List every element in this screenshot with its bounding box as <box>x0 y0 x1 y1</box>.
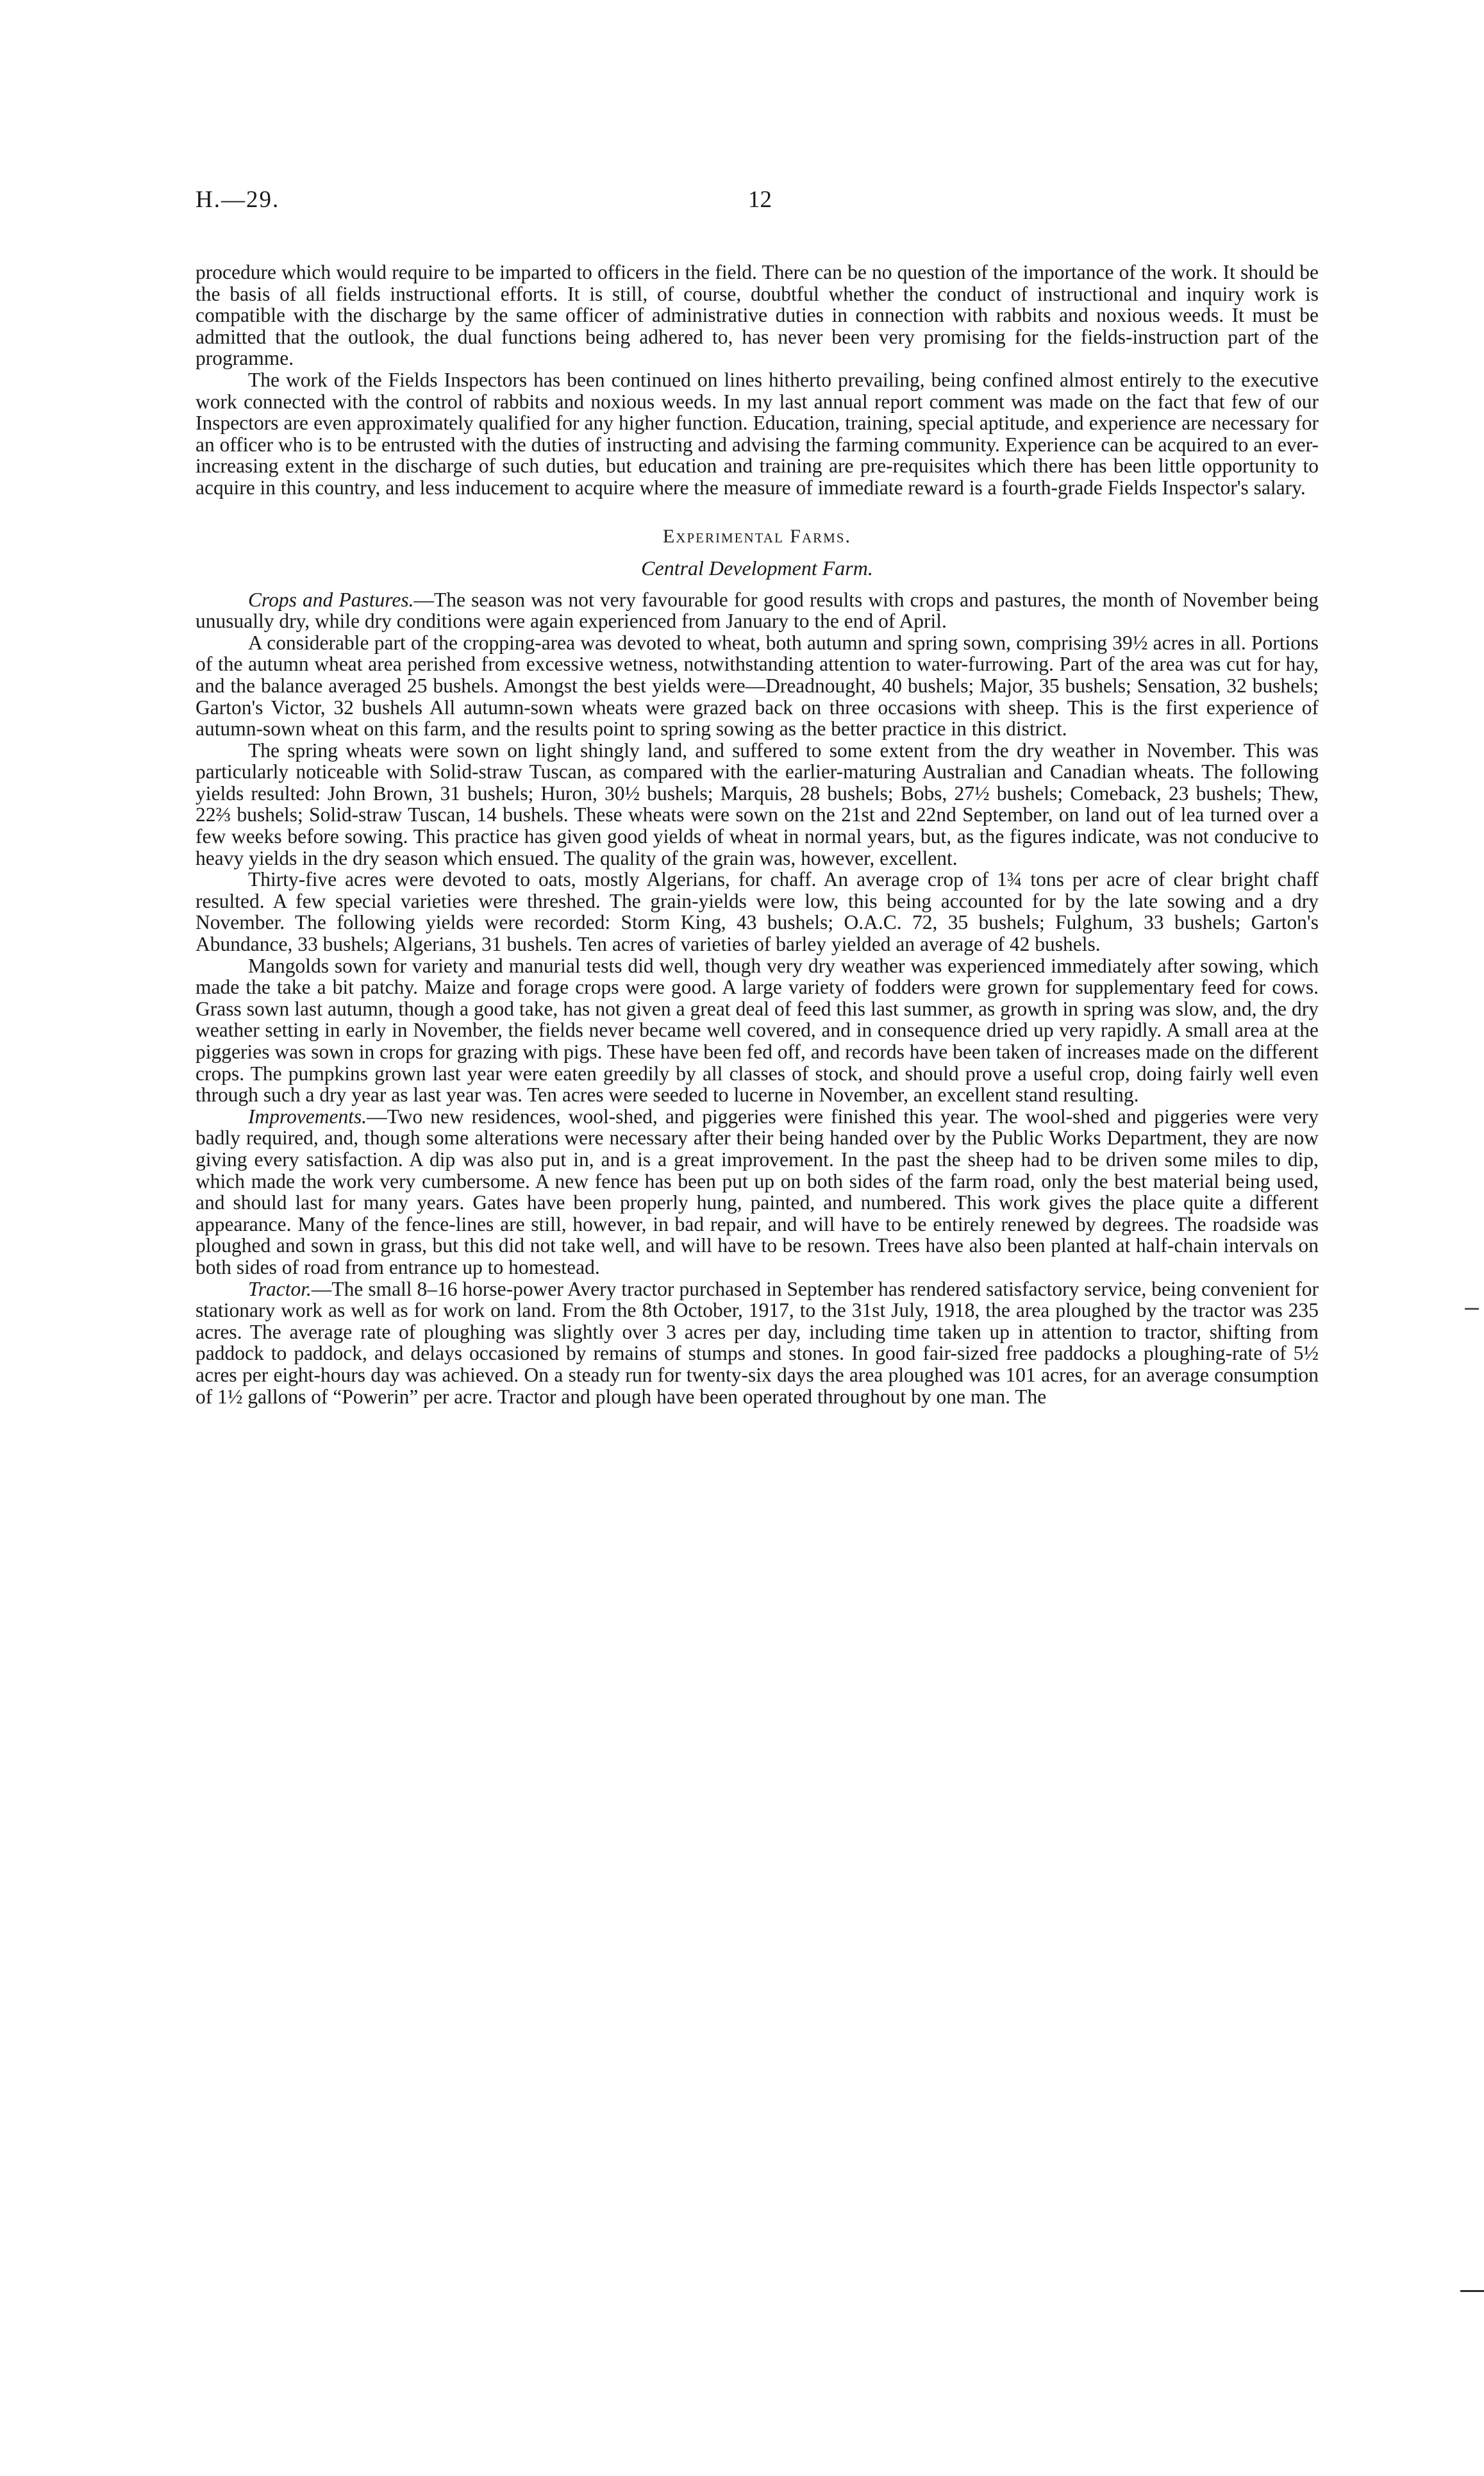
paragraph-mangolds: Mangolds sown for variety and manurial tests did well, though very dry weather was experienced immediately after sowing, which made the take a bit patchy. Maize and forage crops were good. A large variety of fodders were grown for supplementary feed for cows. Grass sown last autumn, though a good take, has not given a great deal of feed this last summer, as growth in spring was slow, and, the dry weather setting in early in November, the fields never became well covered, and in consequence dried up very rapidly. A small area at the piggeries was sown in crops for grazing with pigs. These have been fed off, and records have been taken of increases made on the different crops. The pumpkins grown last year were eaten greedily by all classes of stock, and should prove a useful crop, doing fairly well even through such a dry year as last year was. Ten acres were seeded to lucerne in November, an excellent stand resulting. <box>196 954 1319 1107</box>
paragraph-crops-pastures <box>196 589 1319 632</box>
paragraph-wheat: A considerable part of the cropping-area was devoted to wheat, both autumn and spring sown, comprising 39½ acres in all. Portions of the autumn wheat area perished from excessive wetness, notwithstanding attention to water-furrowing. Part of the area was cut for hay, and the balance averaged 25 bushels. Amongst the best yields were—Dreadnought, 40 bushels; Major, 35 bushels; Sensation, 32 bushels; Garton's Victor, 32 bushels All autumn-sown wheats were grazed back on three occasions with sheep. This is the first experience of autumn-sown wheat on this farm, and the results point to spring sowing as the better practice in this district. <box>196 631 1319 740</box>
paragraph-spring-wheats: The spring wheats were sown on light shingly land, and suffered to some extent from the dry weather in November. This was particularly noticeable with Solid-straw Tuscan, as compared with the earlier-maturing Australian and Canadian wheats. The following yields resulted: John Brown, 31 bushels; Huron, 30½ bushels; Marquis, 28 bushels; Bobs, 27½ bushels; Comeback, 23 bushels; Thew, 22⅔ bushels; Solid-straw Tuscan, 14 bushels. These wheats were sown on the 21st and 22nd September, on land out of lea turned over a few weeks before sowing. This practice has given good yields of wheat in normal years, but, as the figures indicate, was not conducive to heavy yields in the dry season which ensued. The quality of the grain was, however, excellent. <box>196 739 1319 869</box>
document-body <box>196 262 1319 1407</box>
tractor-text: —The small 8–16 horse-power Avery tractor purchased in September has rendered satisfactory service, being convenient for stationary work as well as for work on land. From the 8th October, 1917, to the 31st July, 1918, the area ploughed by the tractor was 235 acres. The average rate of ploughing was slightly over 3 acres per day, including time taken up in attention to tractor, shifting from paddock to paddock, and delays occasioned by remains of stumps and stones. In good fair-sized free paddocks a ploughing-rate of 5½ acres per eight-hours day was achieved. On a steady run for twenty-six days the area ploughed was 101 acres, for an average consumption of 1½ gallons of “Powerin” per acre. Tractor and plough have been operated throughout by one man. The <box>196 1277 1319 1408</box>
paragraph-fields-inspectors: The work of the Fields Inspectors has been continued on lines hitherto prevailing, being confined almost entirely to the executive work connected with the control of rabbits and noxious weeds. In my last annual report comment was made on the fact that few of our Inspectors are even approximately qualified for any higher function. Education, training, special aptitude, and experience are necessary for an officer who is to be entrusted with the duties of instructing and advising the farming community. Experience can be acquired to an ever-increasing extent in the discharge of such duties, but education and training are pre-requisites which there has been little opportunity to acquire in this country, and less inducement to acquire where the measure of immediate reward is a fourth-grade Fields Inspector's salary. <box>196 368 1319 499</box>
paragraph-continued: procedure which would require to be imparted to officers in the field. There can be no question of the importance of the work. It should be the basis of all fields instructional efforts. It is still, of course, doubtful whether the conduct of instructional and inquiry work is compatible with the discharge by the same officer of administrative duties in connection with rabbits and noxious weeds. It must be admitted that the outlook, the dual functions being adhered to, has never been very promising for the fields-instruction part of the programme. <box>196 261 1319 370</box>
tractor-lead: Tractor. <box>248 1277 312 1300</box>
paragraph-tractor <box>196 1278 1319 1408</box>
crops-text: —The season was not very favourable for good results with crops and pastures, the month of November being unusually dry, while dry conditions were again experienced from January to the end of April. <box>196 588 1319 633</box>
improvements-text: —Two new residences, wool-shed, and piggeries were finished this year. The wool-shed and piggeries were very badly required, and, though some alterations were necessary after their being handed over by the Public Works Department, they are now giving every satisfaction. A dip was also put in, and is a great improvement. In the past the sheep had to be driven some miles to dip, which made the work very cumbersome. A new fence has been put up on both sides of the farm road, only the best material being used, and should last for many years. Gates have been properly hung, painted, and numbered. This work gives the place quite a different appearance. Many of the fence-lines are still, however, in bad repair, and will have to be entirely renewed by degrees. The roadside was ploughed and sown in grass, but this did not take well, and will have to be resown. Trees have also been planted at half-chain intervals on both sides of road from entrance up to homestead. <box>196 1105 1319 1278</box>
paragraph-oats: Thirty-five acres were devoted to oats, mostly Algerians, for chaff. An average crop of 1¾ tons per acre of clear bright chaff resulted. A few special varieties were threshed. The grain-yields were low, this being accounted for by the late sowing and a dry November. The following yields were recorded: Storm King, 43 bushels; O.A.C. 72, 35 bushels; Fulghum, 33 bushels; Garton's Abundance, 33 bushels; Algerians, 31 bushels. Ten acres of varieties of barley yielded an average of 42 bushels. <box>196 868 1319 956</box>
page-number: 12 <box>748 187 772 213</box>
sub-heading: Central Development Farm. <box>641 556 873 580</box>
crops-lead: Crops and Pastures. <box>248 588 414 611</box>
document-page <box>196 186 1319 1407</box>
section-heading: Experimental Farms. <box>662 525 851 547</box>
margin-rule <box>1460 2290 1484 2292</box>
margin-mark <box>1465 1308 1479 1310</box>
running-head <box>196 186 1319 224</box>
improvements-lead: Improvements. <box>248 1105 367 1128</box>
paragraph-improvements <box>196 1106 1319 1278</box>
document-id: H.—29. <box>196 187 280 213</box>
